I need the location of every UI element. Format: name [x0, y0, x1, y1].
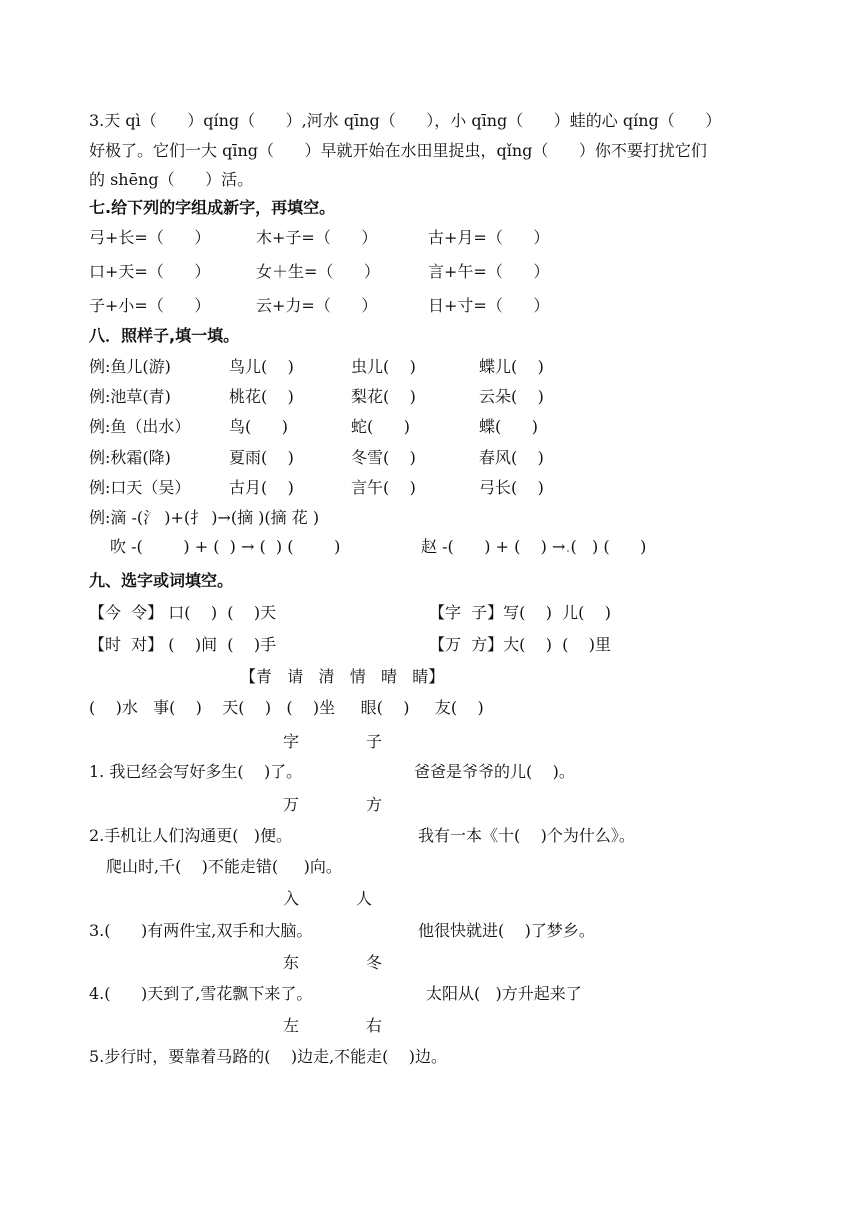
s8-row-4-item-2: 冬雪( ): [351, 448, 416, 467]
s8-row-4-item-1: 夏雨( ): [229, 448, 294, 467]
s9-choice-3: 【时 对】 ( )间 ( )手: [89, 635, 277, 654]
s8-row-1-example: 例:鱼儿(游): [89, 357, 171, 376]
s7-row-2-col-2: 女＋生=（ ）: [256, 262, 380, 281]
s9-choice-1: 【今 令】 口( ) ( )天: [89, 603, 277, 622]
s8-row-1-item-3: 蝶儿( ): [479, 357, 544, 376]
s8-fill-2-part-a: 赵 -( ) + ( ) →: [421, 537, 566, 556]
s9-sentence-3: 3.( )有两件宝,双手和大脑。: [89, 921, 313, 940]
s9-sentence-1b: 爸爸是爷爷的儿( )。: [414, 762, 575, 781]
s8-row-2-example: 例:池草(青): [89, 387, 171, 406]
s9-sentence-2b: 我有一本《十( )个为什么》。: [418, 826, 635, 845]
s9-char-group-label: 【青 请 清 情 晴 睛】: [240, 667, 445, 686]
s9-choice-char-5a: 左: [283, 1016, 300, 1035]
s9-sentence-2c: 爬山时,千( )不能走错( )向。: [106, 857, 342, 876]
s8-row-1-item-2: 虫儿( ): [351, 357, 416, 376]
s8-row-5-example: 例:口天（吴）: [89, 478, 191, 497]
s9-sentence-4: 4.( )天到了,雪花飘下来了。: [89, 984, 313, 1003]
s8-row-2-item-2: 梨花( ): [351, 387, 416, 406]
s8-fill-2-dot: .: [565, 537, 571, 556]
s9-sentence-1: 1. 我已经会写好多生( )了。: [89, 762, 303, 781]
s8-char-split-fill-1: 吹 -( ) + ( ) → ( ) ( ): [110, 537, 341, 556]
s8-row-2-item-1: 桃花( ): [229, 387, 294, 406]
s9-sentence-2: 2.手机让人们沟通更( )便。: [89, 826, 293, 845]
s9-choice-4: 【万 方】大( ) ( )里: [429, 635, 612, 654]
s9-choice-char-4a: 东: [283, 953, 300, 972]
s7-row-3-col-1: 子+小=（ ）: [89, 296, 211, 315]
q3-line-1: 3.天 qì（ ）qíng（ ）,河水 qīng（ ），小 qīng（ ）蛙的心 qíng（ ）: [89, 111, 722, 130]
s7-row-1-col-2: 木+子=（ ）: [256, 228, 378, 247]
s8-row-5-item-2: 言午( ): [351, 478, 416, 497]
s9-sentence-5: 5.步行时，要靠着马路的( )边走,不能走( )边。: [89, 1047, 448, 1066]
s8-fill-2-part-b: ( ) ( ): [570, 537, 647, 556]
q3-line-3: 的 shēng（ ）活。: [89, 170, 254, 189]
s8-row-3-item-1: 鸟( ): [229, 417, 289, 436]
s9-sentence-4b: 太阳从( )方升起来了: [426, 984, 582, 1003]
s9-choice-char-2a: 万: [283, 795, 300, 814]
s9-char-group-row: ( )水 事( ) 天( ) ( )坐 眼( ) 友( ): [89, 698, 484, 717]
s8-char-split-example: 例:滴 -(氵 )+(扌 )→(摘 )(摘 花 ): [89, 508, 320, 527]
s7-row-2-col-3: 言+午=（ ）: [428, 262, 550, 281]
s8-row-2-item-3: 云朵( ): [479, 387, 544, 406]
s9-choice-char-4b: 冬: [366, 953, 383, 972]
q3-line-2: 好极了。它们一大 qīng（ ）早就开始在水田里捉虫，qǐng（ ）你不要打扰它们: [89, 141, 707, 160]
s9-sentence-3b: 他很快就进( )了梦乡。: [418, 921, 595, 940]
s8-row-4-example: 例:秋霜(降): [89, 448, 171, 467]
s8-row-5-item-3: 弓长( ): [479, 478, 544, 497]
s9-choice-char-1b: 子: [366, 732, 383, 751]
s9-choice-char-3b: 人: [356, 889, 373, 908]
s9-choice-char-1a: 字: [283, 732, 300, 751]
s8-row-3-example: 例:鱼（出水）: [89, 417, 191, 436]
s8-row-3-item-2: 蛇( ): [351, 417, 411, 436]
s8-row-1-item-1: 鸟儿( ): [229, 357, 294, 376]
s8-char-split-fill-2: [421, 537, 646, 557]
section-8-heading: 八．照样子,填一填。: [89, 326, 240, 345]
s7-row-2-col-1: 口+天=（ ）: [89, 262, 211, 281]
s9-choice-char-2b: 方: [366, 795, 383, 814]
s9-choice-char-3a: 入: [283, 889, 300, 908]
section-9-heading: 九、选字或词填空。: [89, 571, 234, 590]
s9-choice-char-5b: 右: [366, 1016, 383, 1035]
s7-row-3-col-3: 日+寸=（ ）: [428, 296, 550, 315]
s9-choice-2: 【字 子】写( ) 儿( ): [429, 603, 612, 622]
s7-row-1-col-3: 古+月=（ ）: [428, 228, 550, 247]
s8-row-3-item-3: 蝶( ): [479, 417, 539, 436]
s7-row-3-col-2: 云+力=（ ）: [256, 296, 378, 315]
section-7-heading: 七.给下列的字组成新字，再填空。: [89, 198, 336, 217]
s8-row-4-item-3: 春风( ): [479, 448, 544, 467]
s7-row-1-col-1: 弓+长=（ ）: [89, 228, 211, 247]
s8-row-5-item-1: 古月( ): [229, 478, 294, 497]
